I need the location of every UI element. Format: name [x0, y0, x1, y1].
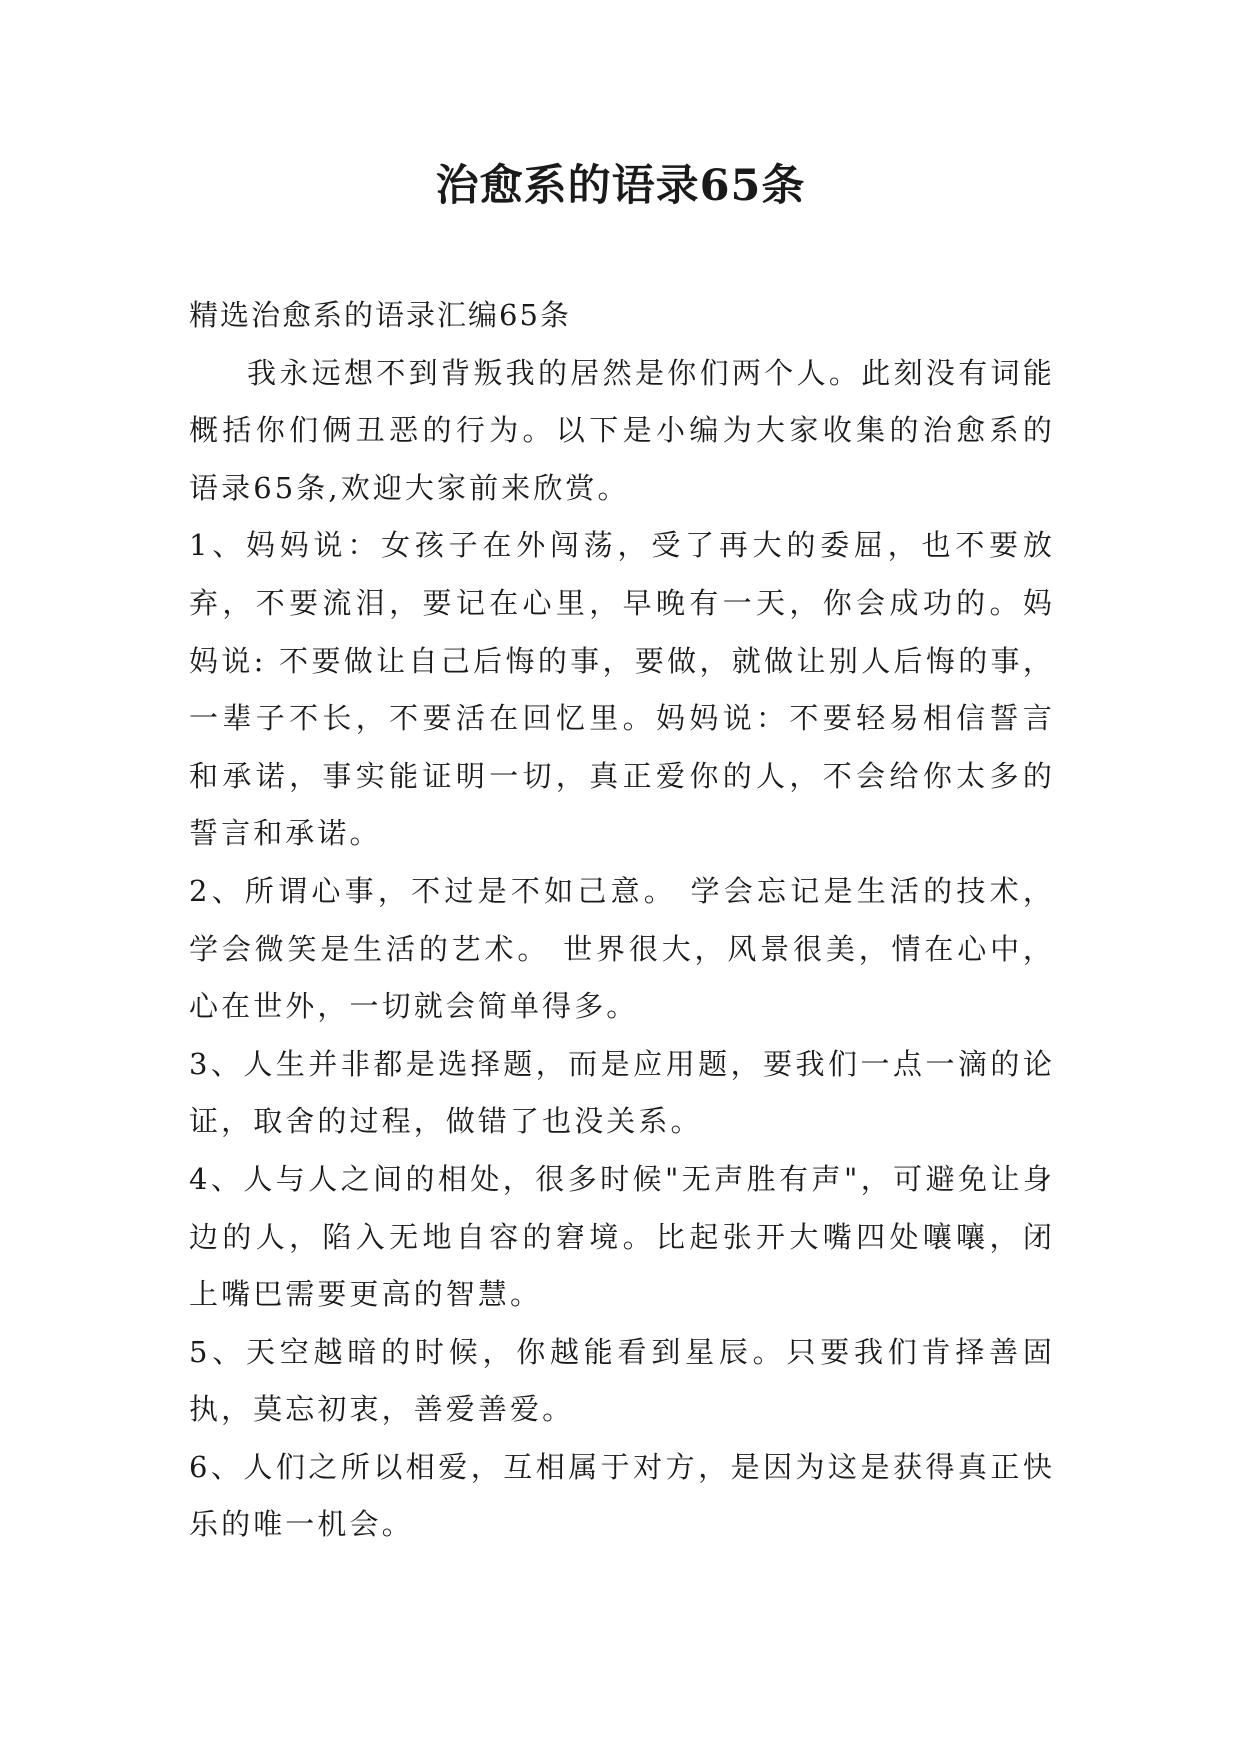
quote-paragraph-2: 2、所谓心事，不过是不如己意。 学会忘记是生活的技术，学会微笑是生活的艺术。 世界很大，风景很美，情在心中，心在世外，一切就会简单得多。	[189, 873, 1055, 1024]
quote-paragraph-3: 3、人生并非都是选择题，而是应用题，要我们一点一滴的论证，取舍的过程，做错了也没关系。	[189, 1046, 1055, 1139]
intro-paragraph: 我永远想不到背叛我的居然是你们两个人。此刻没有词能概括你们俩丑恶的行为。以下是小编为大家收集的治愈系的语录65条,欢迎大家前来欣赏。	[189, 355, 1055, 505]
document-title: 治愈系的语录65条	[435, 161, 806, 211]
quote-paragraph-6: 6、人们之所以相爱，互相属于对方，是因为这是获得真正快乐的唯一机会。	[189, 1449, 1055, 1542]
quote-paragraph-1: 1、妈妈说：女孩子在外闯荡，受了再大的委屈，也不要放弃，不要流泪，要记在心里，早晚有一天，你会成功的。妈妈说: 不要做让自己后悔的事，要做，就做让别人后悔的事，一辈子不长，不要活在回忆里。妈妈说：不要轻易相信誓言和承诺，事实能证明一切，真正爱你的人，不会给你太多的誓言和承诺。	[189, 528, 1055, 851]
quote-paragraph-5: 5、天空越暗的时候，你越能看到星辰。只要我们肯择善固执，莫忘初衷，善爱善爱。	[189, 1334, 1055, 1427]
document-subtitle: 精选治愈系的语录汇编65条	[189, 298, 571, 332]
document-body	[189, 287, 1055, 1554]
quote-paragraph-4: 4、人与人之间的相处，很多时候"无声胜有声"，可避免让身边的人，陷入无地自容的窘境。比起张开大嘴四处嚷嚷，闭上嘴巴需要更高的智慧。	[189, 1161, 1055, 1312]
